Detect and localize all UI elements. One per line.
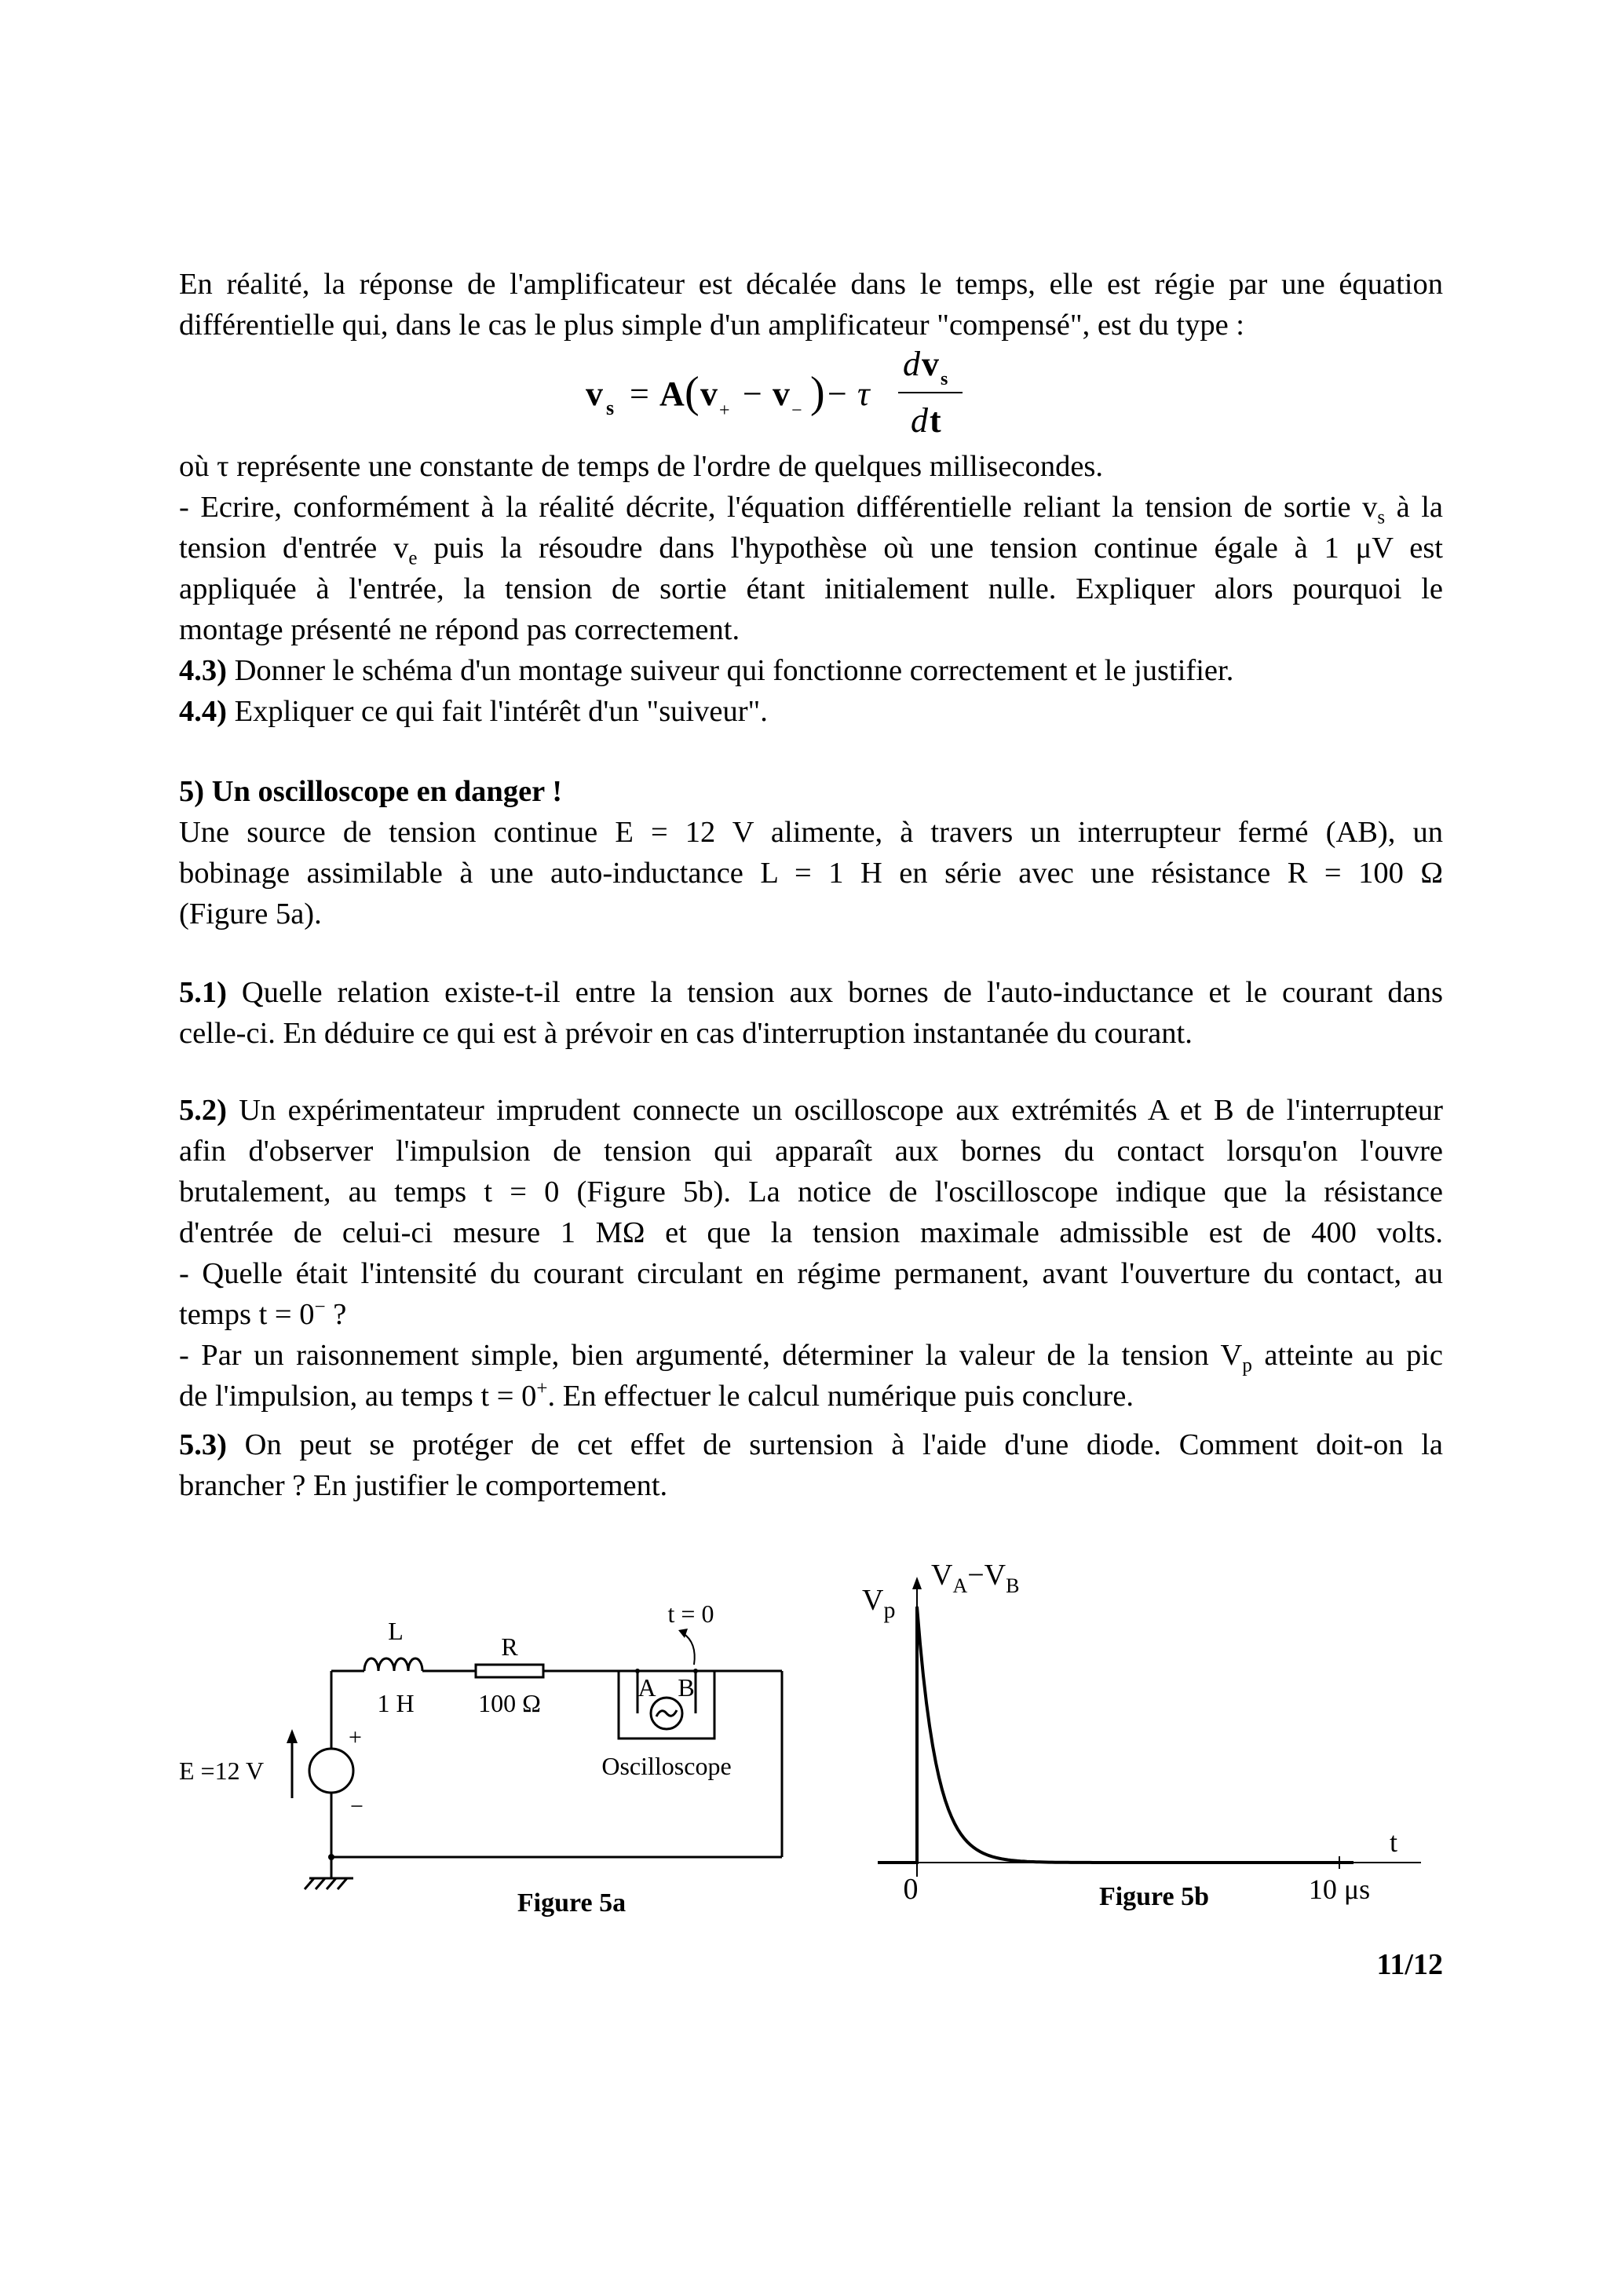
text-line: afin d'observer l'impulsion de tension qui apparaît aux bornes du contact lorsqu'on l'ouvre: [179, 1135, 1443, 1168]
text-line: d'entrée de celui-ci mesure 1 MΩ et que la tension maximale admissible est de 400 volts.: [179, 1216, 1443, 1249]
text-span: Un expérimentateur imprudent connecte un oscilloscope aux extrémités A et B de l'interrupteur: [226, 1094, 1443, 1127]
question-number: 4.4): [179, 695, 227, 728]
eq-num-d: d: [903, 345, 920, 383]
switch-arrow: [683, 1633, 695, 1665]
text-span: Expliquer ce qui fait l'intérêt d'un "suiveur".: [226, 695, 768, 728]
text-line: (Figure 5a).: [179, 898, 322, 930]
question-4-3: [179, 650, 1443, 691]
question-5-2: [179, 1090, 1443, 1417]
label-R-value: 100 Ω: [478, 1689, 541, 1717]
text-line: appliquée à l'entrée, la tension de sortie étant initialement nulle. Expliquer alors pourquoi le: [179, 572, 1443, 605]
subscript: s: [1377, 506, 1386, 528]
text-span: Donner le schéma d'un montage suiveur qui fonctionne correctement et le justifier.: [226, 654, 1234, 687]
inductor-symbol: [364, 1658, 422, 1671]
question-number: 5.3): [179, 1428, 227, 1461]
eq-equals: =: [630, 375, 649, 413]
eq-num-sub: s: [941, 369, 948, 389]
text-span: temps t = 0: [179, 1298, 315, 1331]
text-line: Une source de tension continue E = 12 V alimente, à travers un interrupteur fermé (AB), un: [179, 816, 1443, 849]
explanation-paragraph: [179, 446, 1443, 732]
label-E: E =12 V: [179, 1757, 265, 1785]
text-span: - Ecrire, conformément à la réalité décrite, l'équation différentielle reliant la tension de sortie v: [179, 491, 1378, 524]
ten-us-label: 10 μs: [1308, 1874, 1371, 1905]
question-number: 5.2): [179, 1094, 227, 1127]
ground-hatch: [316, 1878, 325, 1889]
text-line: celle-ci. En déduire ce qui est à prévoir en cas d'interruption instantanée du courant.: [179, 1017, 1193, 1050]
text-line: [179, 1424, 1443, 1465]
text-span: de l'impulsion, au temps t = 0: [179, 1380, 537, 1413]
figure-5a-caption: Figure 5a: [517, 1888, 627, 1918]
y-label-va-sub: A: [952, 1574, 968, 1597]
text-line: En réalité, la réponse de l'amplificateur est décalée dans le temps, elle est régie par une équation: [179, 268, 1443, 301]
label-L: L: [388, 1617, 404, 1645]
figure-5b-caption: Figure 5b: [1098, 1882, 1210, 1911]
origin-label: 0: [903, 1873, 919, 1906]
sine-icon: [656, 1710, 677, 1717]
question-5-1: [179, 972, 1443, 1054]
voltage-source: [309, 1749, 353, 1793]
text-line: [179, 1335, 1443, 1376]
voltage-arrowhead: [287, 1729, 298, 1743]
question-4-4: [179, 691, 1443, 732]
question-number: 4.3): [179, 654, 227, 687]
eq-den-t: t: [930, 401, 941, 440]
intro-paragraph: [179, 264, 1443, 345]
figure-5a-circuit: [157, 1578, 816, 1924]
y-label-va: V: [931, 1559, 953, 1592]
text-line: - Quelle était l'intensité du courant circulant en régime permanent, avant l'ouverture du contact, au: [179, 1257, 1443, 1290]
t-label: t: [1390, 1826, 1398, 1858]
text-span: - Par un raisonnement simple, bien argumenté, déterminer la valeur de la tension V: [179, 1339, 1243, 1372]
eq-minus-2: −: [827, 375, 847, 413]
label-R: R: [501, 1632, 518, 1661]
ground-hatch: [338, 1878, 347, 1889]
page-number: 11/12: [1376, 1948, 1443, 1981]
vp-sub: p: [883, 1597, 896, 1623]
text-span: puis la résoudre dans l'hypothèse où une tension continue égale à 1 μV est: [417, 532, 1444, 565]
text-line: [179, 1090, 1443, 1131]
eq-paren-close: ): [810, 368, 825, 417]
vp-label: [862, 1584, 895, 1623]
label-oscilloscope: Oscilloscope: [601, 1752, 732, 1780]
pulse-curve: [878, 1607, 1353, 1863]
y-label-vb-sub: B: [1006, 1574, 1020, 1597]
figure-5b-plot: [848, 1539, 1460, 1932]
vp-text: V: [862, 1584, 884, 1617]
text-line: [179, 972, 1443, 1013]
label-L-value: 1 H: [377, 1689, 415, 1717]
eq-minus: −: [743, 375, 762, 413]
text-span: ?: [325, 1298, 347, 1331]
eq-vplus-sub: +: [719, 400, 730, 421]
text-span: . En effectuer le calcul numérique puis conclure.: [547, 1380, 1134, 1413]
text-line: brutalement, au temps t = 0 (Figure 5b). La notice de l'oscilloscope indique que la résistance: [179, 1175, 1443, 1208]
text-line: [179, 487, 1443, 528]
text-line: où τ représente une constante de temps de l'ordre de quelques millisecondes.: [179, 450, 1104, 483]
eq-vs: v: [586, 375, 603, 413]
question-number: 5.1): [179, 976, 227, 1009]
eq-num-v: v: [922, 345, 939, 383]
text-line: [179, 1376, 1443, 1417]
node-dot: [328, 1854, 334, 1860]
differential-equation: [581, 344, 1052, 446]
y-axis-arrowhead: [912, 1577, 922, 1589]
label-A: A: [637, 1673, 656, 1702]
text-line: [179, 1294, 1443, 1335]
text-span: à la: [1385, 491, 1443, 524]
text-span: atteinte au pic: [1251, 1339, 1443, 1372]
eq-vminus: v: [773, 375, 790, 413]
text-span: On peut se protéger de cet effet de surtension à l'aide d'une diode. Comment doit-on la: [226, 1428, 1443, 1461]
ground-hatch: [305, 1878, 314, 1889]
subscript: e: [408, 547, 418, 569]
eq-vplus: v: [700, 375, 718, 413]
section-heading: 5) Un oscilloscope en danger !: [179, 775, 563, 808]
question-5-3: [179, 1424, 1443, 1506]
superscript: −: [314, 1296, 326, 1318]
ground-hatch: [327, 1878, 336, 1889]
text-line: différentielle qui, dans le cas le plus simple d'un amplificateur "compensé", est du type :: [179, 309, 1244, 342]
text-span: Quelle relation existe-t-il entre la tension aux bornes de l'auto-inductance et le courant dans: [226, 976, 1443, 1009]
label-minus: −: [350, 1793, 363, 1819]
label-plus: +: [349, 1724, 362, 1750]
subscript: p: [1242, 1355, 1252, 1377]
y-label: [931, 1559, 1019, 1597]
text-line: brancher ? En justifier le comportement.: [179, 1469, 668, 1502]
eq-vminus-sub: −: [791, 400, 802, 421]
text-line: [179, 528, 1443, 569]
text-span: tension d'entrée v: [179, 532, 409, 565]
section-title: [179, 771, 1443, 812]
section-5: [179, 771, 1443, 934]
y-label-vb: V: [984, 1559, 1006, 1592]
eq-vs-sub: s: [606, 397, 615, 419]
y-label-dash: −: [967, 1559, 985, 1592]
eq-den-d: d: [911, 401, 928, 440]
resistor-symbol: [476, 1665, 543, 1677]
text-line: bobinage assimilable à une auto-inductance L = 1 H en série avec une résistance R = 100 Ω: [179, 857, 1443, 890]
label-t0: t = 0: [667, 1600, 714, 1628]
superscript: +: [536, 1378, 548, 1400]
text-line: montage présenté ne répond pas correctement.: [179, 613, 740, 646]
eq-tau: τ: [857, 375, 870, 413]
eq-gain: A: [659, 375, 685, 413]
label-B: B: [678, 1673, 695, 1702]
eq-paren-open: (: [685, 368, 700, 417]
